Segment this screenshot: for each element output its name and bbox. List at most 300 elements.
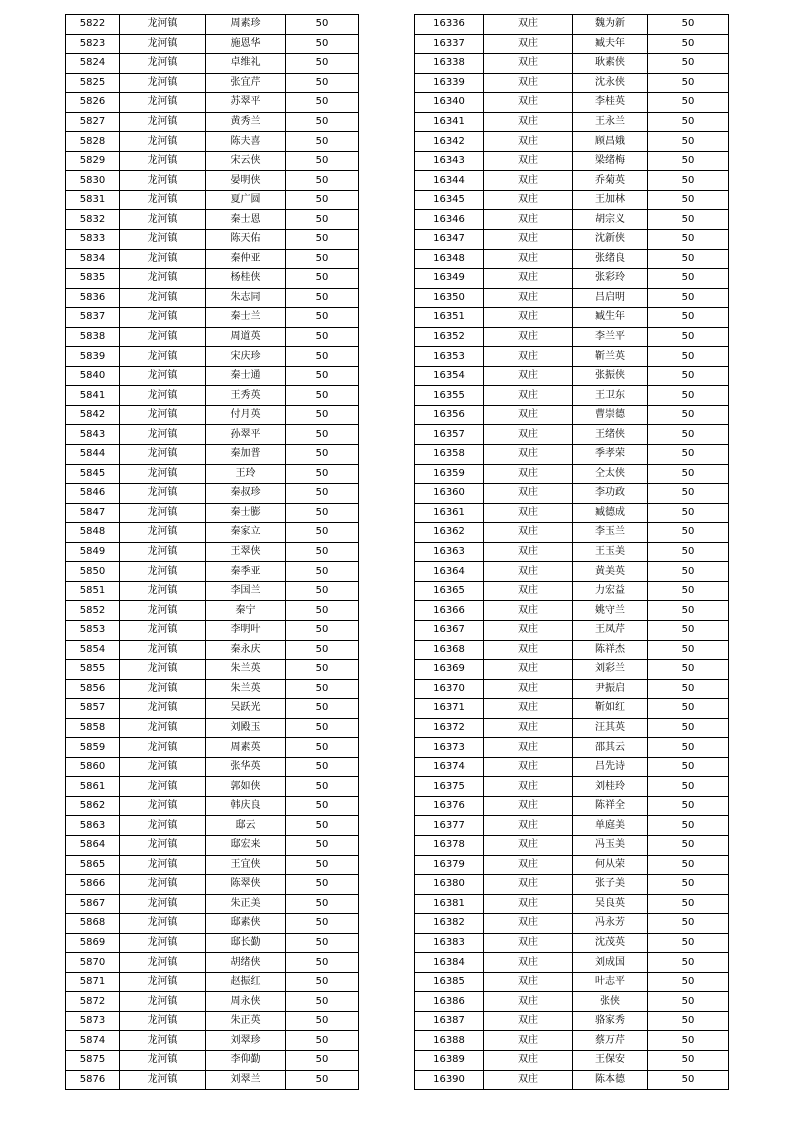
table-row [66,347,359,367]
amount-cell: 50 [648,366,729,386]
table-row [66,816,359,836]
row-number-cell: 16338 [415,54,484,74]
table-row [66,112,359,132]
amount-cell: 50 [286,699,359,719]
town-cell: 双庄 [484,777,573,797]
town-cell: 双庄 [484,875,573,895]
name-cell: 秦季亚 [206,562,286,582]
row-number-cell: 5875 [66,1050,120,1070]
town-cell: 双庄 [484,54,573,74]
town-cell: 双庄 [484,366,573,386]
table-row [415,484,729,504]
town-cell: 双庄 [484,542,573,562]
row-number-cell: 5845 [66,464,120,484]
row-number-cell: 16371 [415,699,484,719]
table-row [415,366,729,386]
table-row [66,54,359,74]
table-row [415,34,729,54]
town-cell: 双庄 [484,464,573,484]
amount-cell: 50 [648,34,729,54]
town-cell: 龙河镇 [120,620,206,640]
name-cell: 单庭美 [573,816,648,836]
table-row [66,327,359,347]
name-cell: 王翠侠 [206,542,286,562]
amount-cell: 50 [648,327,729,347]
amount-cell: 50 [286,640,359,660]
name-cell: 黄秀兰 [206,112,286,132]
amount-cell: 50 [286,1031,359,1051]
town-cell: 双庄 [484,523,573,543]
amount-cell: 50 [648,796,729,816]
town-cell: 龙河镇 [120,132,206,152]
row-number-cell: 5864 [66,835,120,855]
table-row [66,230,359,250]
table-row [415,464,729,484]
table-row [415,445,729,465]
town-cell: 龙河镇 [120,190,206,210]
name-cell: 秦士兰 [206,308,286,328]
amount-cell: 50 [648,464,729,484]
row-number-cell: 16365 [415,581,484,601]
table-row [415,93,729,113]
town-cell: 龙河镇 [120,210,206,230]
name-cell: 周素珍 [206,15,286,35]
town-cell: 龙河镇 [120,777,206,797]
name-cell: 吕先诗 [573,757,648,777]
table-row [415,835,729,855]
table-row [415,1031,729,1051]
amount-cell: 50 [648,562,729,582]
amount-cell: 50 [648,1011,729,1031]
amount-cell: 50 [648,523,729,543]
table-row [415,54,729,74]
town-cell: 双庄 [484,484,573,504]
name-cell: 王玲 [206,464,286,484]
table-row [415,308,729,328]
table-row [415,171,729,191]
row-number-cell: 16344 [415,171,484,191]
town-cell: 双庄 [484,894,573,914]
amount-cell: 50 [648,171,729,191]
table-row [66,679,359,699]
table-row [66,777,359,797]
town-cell: 龙河镇 [120,425,206,445]
town-cell: 龙河镇 [120,718,206,738]
amount-cell: 50 [286,445,359,465]
amount-cell: 50 [286,757,359,777]
name-cell: 周道英 [206,327,286,347]
row-number-cell: 5835 [66,269,120,289]
town-cell: 龙河镇 [120,34,206,54]
name-cell: 王玉美 [573,542,648,562]
name-cell: 沈永侠 [573,73,648,93]
amount-cell: 50 [648,151,729,171]
row-number-cell: 5841 [66,386,120,406]
row-number-cell: 5848 [66,523,120,543]
amount-cell: 50 [648,738,729,758]
amount-cell: 50 [648,73,729,93]
amount-cell: 50 [286,1011,359,1031]
table-row [415,972,729,992]
table-row [66,718,359,738]
table-row [66,914,359,934]
name-cell: 蔡万芹 [573,1031,648,1051]
name-cell: 尹振启 [573,679,648,699]
row-number-cell: 5849 [66,542,120,562]
row-number-cell: 16387 [415,1011,484,1031]
amount-cell: 50 [648,620,729,640]
table-row [66,425,359,445]
table-row [415,855,729,875]
name-cell: 秦叔珍 [206,484,286,504]
row-number-cell: 5866 [66,875,120,895]
row-number-cell: 5867 [66,894,120,914]
amount-cell: 50 [648,1031,729,1051]
name-cell: 陈祥全 [573,796,648,816]
table-row [415,718,729,738]
amount-cell: 50 [286,210,359,230]
row-number-cell: 16337 [415,34,484,54]
town-cell: 龙河镇 [120,894,206,914]
name-cell: 秦士通 [206,366,286,386]
town-cell: 双庄 [484,640,573,660]
table-row [415,347,729,367]
name-cell: 吕启明 [573,288,648,308]
town-cell: 龙河镇 [120,738,206,758]
table-row [415,405,729,425]
town-cell: 双庄 [484,1031,573,1051]
amount-cell: 50 [286,894,359,914]
amount-cell: 50 [286,190,359,210]
amount-cell: 50 [648,835,729,855]
amount-cell: 50 [648,542,729,562]
town-cell: 双庄 [484,914,573,934]
row-number-cell: 16342 [415,132,484,152]
town-cell: 双庄 [484,1070,573,1090]
name-cell: 梁绪梅 [573,151,648,171]
row-number-cell: 5857 [66,699,120,719]
name-cell: 卓维礼 [206,54,286,74]
town-cell: 双庄 [484,620,573,640]
row-number-cell: 16363 [415,542,484,562]
table-row [66,190,359,210]
row-number-cell: 5851 [66,581,120,601]
town-cell: 双庄 [484,679,573,699]
town-cell: 双庄 [484,738,573,758]
town-cell: 双庄 [484,230,573,250]
amount-cell: 50 [648,894,729,914]
row-number-cell: 16348 [415,249,484,269]
name-cell: 杨桂侠 [206,269,286,289]
amount-cell: 50 [648,190,729,210]
amount-cell: 50 [648,386,729,406]
row-number-cell: 16375 [415,777,484,797]
name-cell: 张子美 [573,875,648,895]
table-row [66,93,359,113]
row-number-cell: 5854 [66,640,120,660]
amount-cell: 50 [648,15,729,35]
town-cell: 双庄 [484,73,573,93]
name-cell: 李兰平 [573,327,648,347]
town-cell: 双庄 [484,660,573,680]
town-cell: 龙河镇 [120,347,206,367]
amount-cell: 50 [648,1070,729,1090]
name-cell: 张侠 [573,992,648,1012]
town-cell: 双庄 [484,386,573,406]
row-number-cell: 5860 [66,757,120,777]
row-number-cell: 5830 [66,171,120,191]
table-row [415,699,729,719]
town-cell: 龙河镇 [120,914,206,934]
name-cell: 秦士膨 [206,503,286,523]
amount-cell: 50 [286,660,359,680]
row-number-cell: 16373 [415,738,484,758]
row-number-cell: 5832 [66,210,120,230]
amount-cell: 50 [286,171,359,191]
name-cell: 秦仲亚 [206,249,286,269]
town-cell: 双庄 [484,327,573,347]
row-number-cell: 5842 [66,405,120,425]
amount-cell: 50 [286,347,359,367]
table-row [415,816,729,836]
table-row [415,796,729,816]
amount-cell: 50 [286,386,359,406]
amount-cell: 50 [286,816,359,836]
table-row [66,620,359,640]
name-cell: 张振侠 [573,366,648,386]
name-cell: 朱兰英 [206,679,286,699]
name-cell: 陈翠侠 [206,875,286,895]
name-cell: 秦加普 [206,445,286,465]
row-number-cell: 5855 [66,660,120,680]
amount-cell: 50 [648,503,729,523]
name-cell: 陈夫喜 [206,132,286,152]
row-number-cell: 16379 [415,855,484,875]
name-cell: 陈天佑 [206,230,286,250]
row-number-cell: 16353 [415,347,484,367]
table-row [66,562,359,582]
table-row [66,875,359,895]
row-number-cell: 5836 [66,288,120,308]
name-cell: 刘成国 [573,953,648,973]
table-row [66,835,359,855]
name-cell: 靳兰英 [573,347,648,367]
table-row [66,523,359,543]
row-number-cell: 16377 [415,816,484,836]
row-number-cell: 5829 [66,151,120,171]
row-number-cell: 16389 [415,1050,484,1070]
town-cell: 龙河镇 [120,445,206,465]
town-cell: 双庄 [484,151,573,171]
amount-cell: 50 [648,230,729,250]
table-row [66,1050,359,1070]
amount-cell: 50 [648,54,729,74]
name-cell: 魏为新 [573,15,648,35]
name-cell: 韩庆良 [206,796,286,816]
town-cell: 双庄 [484,210,573,230]
amount-cell: 50 [286,327,359,347]
row-number-cell: 5870 [66,953,120,973]
name-cell: 赵振红 [206,972,286,992]
table-row [66,386,359,406]
amount-cell: 50 [286,112,359,132]
name-cell: 李功政 [573,484,648,504]
table-row [415,269,729,289]
table-row [66,699,359,719]
row-number-cell: 5822 [66,15,120,35]
name-cell: 吴跃光 [206,699,286,719]
town-cell: 龙河镇 [120,796,206,816]
amount-cell: 50 [648,445,729,465]
name-cell: 邸宏来 [206,835,286,855]
town-cell: 龙河镇 [120,464,206,484]
row-number-cell: 5853 [66,620,120,640]
row-number-cell: 5833 [66,230,120,250]
row-number-cell: 16358 [415,445,484,465]
amount-cell: 50 [648,269,729,289]
name-cell: 李桂英 [573,93,648,113]
town-cell: 龙河镇 [120,171,206,191]
name-cell: 李国兰 [206,581,286,601]
row-number-cell: 5872 [66,992,120,1012]
amount-cell: 50 [648,914,729,934]
town-cell: 龙河镇 [120,953,206,973]
table-row [415,953,729,973]
amount-cell: 50 [286,777,359,797]
left-table [65,14,359,1090]
name-cell: 刘翠兰 [206,1070,286,1090]
table-row [66,445,359,465]
town-cell: 双庄 [484,816,573,836]
amount-cell: 50 [648,425,729,445]
town-cell: 龙河镇 [120,1031,206,1051]
amount-cell: 50 [648,581,729,601]
row-number-cell: 16352 [415,327,484,347]
town-cell: 龙河镇 [120,73,206,93]
table-row [415,523,729,543]
amount-cell: 50 [286,835,359,855]
amount-cell: 50 [286,718,359,738]
name-cell: 朱正美 [206,894,286,914]
amount-cell: 50 [648,699,729,719]
row-number-cell: 16359 [415,464,484,484]
town-cell: 龙河镇 [120,972,206,992]
row-number-cell: 5863 [66,816,120,836]
row-number-cell: 16383 [415,933,484,953]
town-cell: 龙河镇 [120,503,206,523]
table-row [66,757,359,777]
table-row [415,503,729,523]
amount-cell: 50 [286,992,359,1012]
town-cell: 龙河镇 [120,562,206,582]
amount-cell: 50 [286,738,359,758]
table-row [66,210,359,230]
town-cell: 龙河镇 [120,269,206,289]
amount-cell: 50 [648,112,729,132]
table-row [415,151,729,171]
amount-cell: 50 [286,15,359,35]
town-cell: 龙河镇 [120,112,206,132]
table-row [415,640,729,660]
name-cell: 周素英 [206,738,286,758]
table-row [66,132,359,152]
name-cell: 邸云 [206,816,286,836]
table-row [66,640,359,660]
row-number-cell: 5825 [66,73,120,93]
row-number-cell: 16357 [415,425,484,445]
row-number-cell: 16367 [415,620,484,640]
name-cell: 张华英 [206,757,286,777]
town-cell: 龙河镇 [120,855,206,875]
row-number-cell: 16347 [415,230,484,250]
table-row [66,151,359,171]
name-cell: 王加林 [573,190,648,210]
town-cell: 双庄 [484,1011,573,1031]
right-table [414,14,729,1090]
name-cell: 吴良英 [573,894,648,914]
town-cell: 双庄 [484,972,573,992]
name-cell: 王保安 [573,1050,648,1070]
row-number-cell: 5823 [66,34,120,54]
town-cell: 龙河镇 [120,249,206,269]
row-number-cell: 16354 [415,366,484,386]
name-cell: 王永兰 [573,112,648,132]
table-row [415,542,729,562]
town-cell: 龙河镇 [120,386,206,406]
row-number-cell: 16380 [415,875,484,895]
row-number-cell: 16370 [415,679,484,699]
table-row [415,288,729,308]
row-number-cell: 5876 [66,1070,120,1090]
town-cell: 双庄 [484,1050,573,1070]
name-cell: 郭如侠 [206,777,286,797]
row-number-cell: 16351 [415,308,484,328]
table-row [415,73,729,93]
amount-cell: 50 [286,933,359,953]
amount-cell: 50 [286,269,359,289]
amount-cell: 50 [286,523,359,543]
table-row [415,230,729,250]
amount-cell: 50 [286,581,359,601]
town-cell: 龙河镇 [120,1070,206,1090]
town-cell: 龙河镇 [120,15,206,35]
amount-cell: 50 [286,620,359,640]
name-cell: 姚守兰 [573,601,648,621]
amount-cell: 50 [286,230,359,250]
table-row [415,132,729,152]
amount-cell: 50 [286,151,359,171]
amount-cell: 50 [286,1070,359,1090]
name-cell: 乔菊英 [573,171,648,191]
table-row [66,1011,359,1031]
amount-cell: 50 [648,132,729,152]
amount-cell: 50 [286,875,359,895]
table-row [66,933,359,953]
town-cell: 龙河镇 [120,992,206,1012]
town-cell: 龙河镇 [120,93,206,113]
amount-cell: 50 [286,855,359,875]
town-cell: 龙河镇 [120,1050,206,1070]
row-number-cell: 5852 [66,601,120,621]
town-cell: 双庄 [484,288,573,308]
table-row [415,894,729,914]
table-row [66,15,359,35]
table-row [66,972,359,992]
amount-cell: 50 [286,914,359,934]
row-number-cell: 5827 [66,112,120,132]
name-cell: 晏明侠 [206,171,286,191]
town-cell: 双庄 [484,132,573,152]
